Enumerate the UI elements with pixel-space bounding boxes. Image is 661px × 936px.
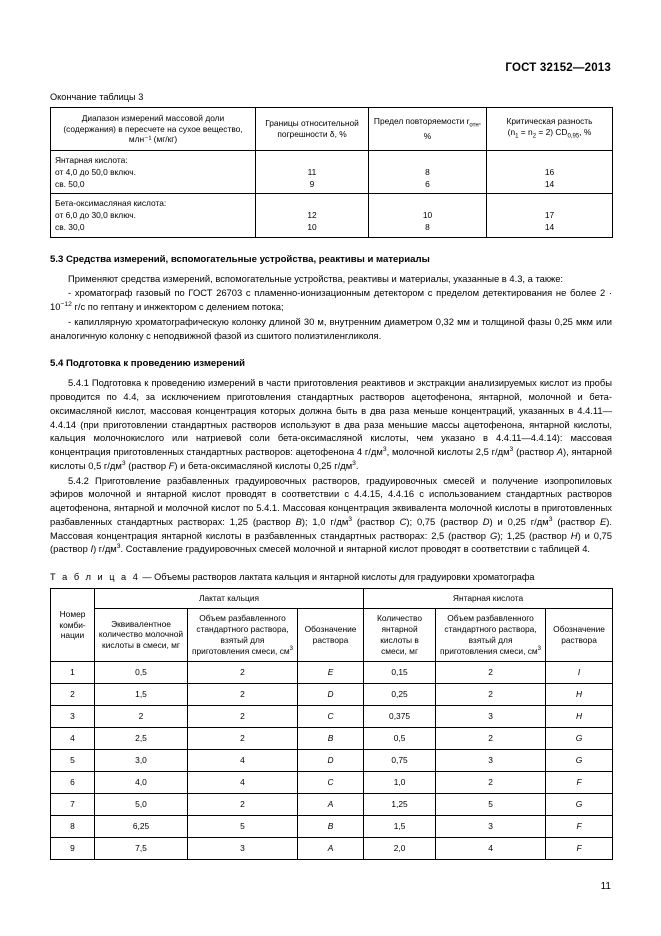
- table4-r2-c1: 2: [95, 705, 188, 727]
- table4-r6-c2: 2: [188, 793, 298, 815]
- table4-r3-c5: 2: [436, 727, 546, 749]
- table4-r4-c2: 4: [188, 749, 298, 771]
- table3-row2-col4: 17 14: [487, 194, 613, 238]
- table4-r5-c5: 2: [436, 771, 546, 793]
- table4-r3-c3: B: [298, 727, 364, 749]
- table4-header-lactic-equiv: Эквивалентное количество молочной кислоты в смеси, мг: [95, 609, 188, 662]
- table4-r8-c1: 7,5: [95, 837, 188, 859]
- table4-r0-c2: 2: [188, 661, 298, 683]
- table4-r7-c5: 3: [436, 815, 546, 837]
- table4-r4-c0: 5: [51, 749, 95, 771]
- table4-group-header-succinic: Янтарная кислота: [364, 589, 613, 609]
- table4-r7-c0: 8: [51, 815, 95, 837]
- page-content: [50, 92, 612, 860]
- table4-r2-c0: 3: [51, 705, 95, 727]
- table-row: [51, 683, 613, 705]
- table4-r6-c1: 5,0: [95, 793, 188, 815]
- table4-r2-c4: 0,375: [364, 705, 436, 727]
- table-row: [51, 705, 613, 727]
- table-row: [51, 793, 613, 815]
- table4-r1-c5: 2: [436, 683, 546, 705]
- table4-r4-c5: 3: [436, 749, 546, 771]
- table4-r8-c4: 2,0: [364, 837, 436, 859]
- page-number: 11: [600, 881, 611, 892]
- table4-r2-c2: 2: [188, 705, 298, 727]
- table3-caption: Окончание таблицы 3: [50, 92, 144, 102]
- table-row-group-header: [51, 589, 613, 609]
- table-row: [51, 815, 613, 837]
- table-calibration-volumes: [50, 588, 613, 860]
- table3-header-cell-2: Границы относительной погрешности δ, %: [256, 108, 369, 151]
- table4-r5-c4: 1,0: [364, 771, 436, 793]
- table4-r8-c6: F: [546, 837, 613, 859]
- table4-r8-c5: 4: [436, 837, 546, 859]
- table-measurement-ranges: [50, 107, 613, 238]
- table4-r1-c0: 2: [51, 683, 95, 705]
- table4-header-succinic-amount: Количество янтарной кислоты в смеси, мг: [364, 609, 436, 662]
- table4-r7-c4: 1,5: [364, 815, 436, 837]
- table4-r1-c2: 2: [188, 683, 298, 705]
- table4-r0-c0: 1: [51, 661, 95, 683]
- table4-r7-c1: 6,25: [95, 815, 188, 837]
- table-row: [51, 771, 613, 793]
- table4-r2-c3: C: [298, 705, 364, 727]
- table4-r7-c3: B: [298, 815, 364, 837]
- table-row-header: [51, 609, 613, 662]
- table4-r8-c3: A: [298, 837, 364, 859]
- table4-header-succinic-volume: Объем разбавленного стандартного раствора, взятый для приготовления смеси, $см^3$: [436, 609, 546, 662]
- table4-r5-c2: 4: [188, 771, 298, 793]
- table-row-header: [51, 108, 613, 151]
- table4-r7-c6: F: [546, 815, 613, 837]
- table4-r0-c1: 0,5: [95, 661, 188, 683]
- table4-r6-c5: 5: [436, 793, 546, 815]
- table4-r1-c4: 0,25: [364, 683, 436, 705]
- section-54-title: 5.4 Подготовка к проведению измерений: [50, 358, 246, 370]
- table4-r3-c1: 2,5: [95, 727, 188, 749]
- table4-r6-c0: 7: [51, 793, 95, 815]
- table4-r6-c4: 1,25: [364, 793, 436, 815]
- table4-r1-c6: H: [546, 683, 613, 705]
- table-row: [51, 837, 613, 859]
- table3-row1-col4: 16 14: [487, 150, 613, 194]
- table4-r4-c6: G: [546, 749, 613, 771]
- table3-row2-label: Бета-оксимасляная кислота: от 6,0 до 30,0 включ. св. 30,0: [51, 194, 256, 238]
- table4-r6-c6: G: [546, 793, 613, 815]
- table-row: [51, 661, 613, 683]
- table4-r2-c5: 3: [436, 705, 546, 727]
- table3-row1-col3: 8 6: [369, 150, 487, 194]
- table4-r0-c3: E: [298, 661, 364, 683]
- section-53-title: 5.3 Средства измерений, вспомогательные устройства, реактивы и материалы: [50, 253, 430, 265]
- table4-r0-c6: I: [546, 661, 613, 683]
- section-542-paragraph: 5.4.2 Приготовление разбавленных градуировочных растворов, градуировочных смесей и получение изопропиловых эфиров молочной и янтарной кислот проводят в соответствии с 4.4.15, 4.4.16 с использованием стандартных растворов ацетофенона, янтарной и молочной кислот по 5.4.1. Массовая концентрация эквивалента молочной кислоты в приготовленных разбавленных стандартных растворах: 1,25 (раствор B); 1,0 $г/дм^3$ (раствор C); 0,75 (раствор D) и 0,25 $г/дм^3$ (раствор E). Массовая концентрация янтарной кислоты в разбавленных стандартных растворах: 2,5 (раствор G); 1,25 (раствор H) и 0,75 (раствор I) $г/дм^3$. Составление градуировочных смесей молочной и янтарной кислот проводят в соответствии с таблицей 4.: [50, 474, 613, 555]
- table3-header-cell-3: Предел повторяемости $r_{отн}$, %: [369, 108, 487, 151]
- table4-r1-c1: 1,5: [95, 683, 188, 705]
- table4-r8-c2: 3: [188, 837, 298, 859]
- table4-r5-c3: C: [298, 771, 364, 793]
- table4-r4-c3: D: [298, 749, 364, 771]
- table4-r5-c0: 6: [51, 771, 95, 793]
- table3-row1-col2: 11 9: [256, 150, 369, 194]
- table4-r2-c6: H: [546, 705, 613, 727]
- table4-r6-c3: A: [298, 793, 364, 815]
- table-row: [51, 150, 613, 194]
- table4-header-combination: Номер комби- нации: [51, 589, 95, 662]
- table4-r4-c1: 3,0: [95, 749, 188, 771]
- table4-r7-c2: 5: [188, 815, 298, 837]
- table3-header-cell-1: Диапазон измерений массовой доли (содержания) в пересчете на сухое вещество, млн⁻¹ (мг/кг): [51, 108, 256, 151]
- table4-r3-c0: 4: [51, 727, 95, 749]
- standard-number-header: ГОСТ 32152—2013: [505, 62, 611, 74]
- table4-r3-c6: G: [546, 727, 613, 749]
- section-53-paragraph-3: - капиллярную хроматографическую колонку длиной 30 м, внутренним диаметром 0,32 мм и толщиной фазы 0,25 мкм или аналогичную колонку с неподвижной фазой из сшитого полиэтиленгликоля.: [50, 315, 612, 341]
- table4-r1-c3: D: [298, 683, 364, 705]
- table4-header-lactate-designation: Обозначение раствора: [298, 609, 364, 662]
- table4-header-lactate-volume: Объем разбавленного стандартного раствора, взятый для приготовления смеси, $см^3$: [188, 609, 298, 662]
- table4-caption: [50, 572, 612, 582]
- table-row: [51, 727, 613, 749]
- table3-row2-col3: 10 8: [369, 194, 487, 238]
- table3-row2-col2: 12 10: [256, 194, 369, 238]
- table4-caption-text: — Объемы растворов лактата кальция и янтарной кислоты для градуировки хроматографа: [139, 572, 535, 583]
- table4-r8-c0: 9: [51, 837, 95, 859]
- section-53-paragraph-1: Применяют средства измерений, вспомогательные устройства, реактивы и материалы, указанные в 4.3, а также:: [68, 272, 564, 284]
- table4-r4-c4: 0,75: [364, 749, 436, 771]
- table4-group-header-lactate: Лактат кальция: [95, 589, 364, 609]
- table4-r5-c6: F: [546, 771, 613, 793]
- table4-r0-c4: 0,15: [364, 661, 436, 683]
- section-541-paragraph: 5.4.1 Подготовка к проведению измерений в части приготовления реактивов и экстракции анализируемых кислот из пробы проводится по 4.4, за исключением приготовления стандартных растворов ацетофенона, янтарной, молочной и бета-оксимасляной кислот, массовая концентрация которых должна быть в два раза меньше концентраций, указанных в 4.4.11—4.4.14 (при приготовлении стандартных растворов используют в два раза меньшие массы ацетофенона, янтарной кислоты, кальция молочнокислого или натриевой соли бета-оксимасляной кислоты, чем указано в 4.4.11—4.4.14): массовая концентрация приготовленных стандартных растворов: ацетофенона 4 $г/дм^3$, молочной кислоты 2,5 $г/дм^3$ (раствор A), янтарной кислоты 0,5 $г/дм^3$ (раствор F) и бета-оксимасляной кислоты 0,25 $г/дм^3$.: [50, 377, 612, 471]
- table4-r3-c2: 2: [188, 727, 298, 749]
- table3-header-cell-4: Критическая разность $(n_1 = n_2 = 2)$ $CD_{0,95}$, %: [487, 108, 613, 151]
- table-row: [51, 749, 613, 771]
- table4-r3-c4: 0,5: [364, 727, 436, 749]
- table4-caption-prefix: Т а б л и ц а 4: [50, 572, 140, 583]
- table4-r0-c5: 2: [436, 661, 546, 683]
- table-row: [51, 194, 613, 238]
- table4-header-succinic-designation: Обозначение раствора: [546, 609, 613, 662]
- table4-r5-c1: 4,0: [95, 771, 188, 793]
- section-53-paragraph-2: - хроматограф газовый по ГОСТ 26703 с пламенно-ионизационным детектором с пределом детектирования не более $2 \cdot 10^{-12}$ г/с по гептану и инжектором с делением потока;: [50, 287, 612, 313]
- table3-row1-label: Янтарная кислота: от 4,0 до 50,0 включ. св. 50,0: [51, 150, 256, 194]
